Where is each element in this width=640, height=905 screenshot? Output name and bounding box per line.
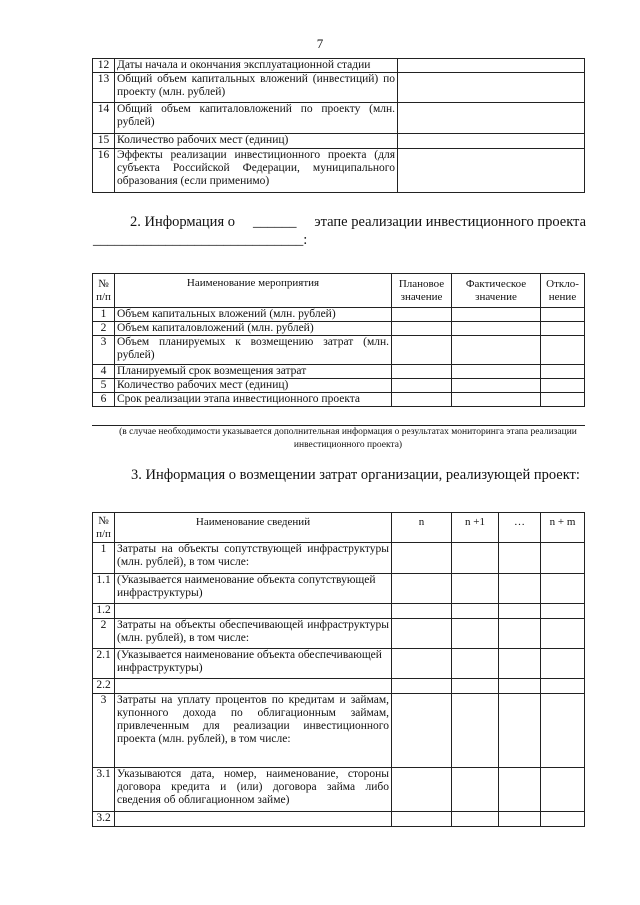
section-3-heading: 3. Информация о возмещении затрат организации, реализующей проект: bbox=[131, 467, 580, 483]
header-deviation: Откло-нение bbox=[541, 274, 585, 308]
table-row bbox=[93, 649, 585, 679]
fact-cell bbox=[452, 365, 541, 379]
heading-start: 2. Информация о bbox=[130, 214, 235, 230]
fact-cell bbox=[452, 322, 541, 336]
table-header-row bbox=[93, 274, 585, 308]
row-number: 1.1 bbox=[93, 574, 115, 604]
row-number: 2 bbox=[93, 322, 115, 336]
table-row bbox=[93, 768, 585, 812]
table-row bbox=[93, 365, 585, 379]
row-text: Объем планируемых к возмещению затрат (млн. рублей) bbox=[115, 336, 392, 365]
value-cell bbox=[398, 103, 585, 134]
row-number: 13 bbox=[93, 73, 115, 103]
deviation-cell bbox=[541, 393, 585, 407]
plan-cell bbox=[392, 393, 452, 407]
header-name: Наименование мероприятия bbox=[115, 274, 392, 308]
plan-cell bbox=[392, 308, 452, 322]
table-header-row bbox=[93, 513, 585, 543]
header-plan: Плановое значение bbox=[392, 274, 452, 308]
row-number: 14 bbox=[93, 103, 115, 134]
header-year-n-plus-m: n + m bbox=[541, 513, 585, 543]
row-text: Общий объем капитальных вложений (инвестиций) по проекту (млн. рублей) bbox=[115, 73, 398, 103]
row-number: 3 bbox=[93, 694, 115, 768]
row-text bbox=[115, 604, 392, 619]
row-number: 15 bbox=[93, 134, 115, 149]
row-number: 3.1 bbox=[93, 768, 115, 812]
section-2-line2 bbox=[93, 231, 307, 249]
row-number: 1 bbox=[93, 543, 115, 574]
row-number: 3 bbox=[93, 336, 115, 365]
row-number: 2.1 bbox=[93, 649, 115, 679]
header-ellipsis: … bbox=[499, 513, 541, 543]
row-number: 2 bbox=[93, 619, 115, 649]
table-row bbox=[93, 149, 585, 193]
page-number: 7 bbox=[316, 36, 324, 51]
row-number: 1.2 bbox=[93, 604, 115, 619]
row-text: Общий объем капиталовложений по проекту (млн. рублей) bbox=[115, 103, 398, 134]
value-cell bbox=[398, 134, 585, 149]
heading-end: этапе реализации инвестиционного проекта bbox=[314, 214, 586, 230]
table-row bbox=[93, 543, 585, 574]
plan-cell bbox=[392, 322, 452, 336]
section-2-heading bbox=[130, 213, 586, 231]
row-number: 6 bbox=[93, 393, 115, 407]
monitoring-note: (в случае необходимости указывается дополнительная информация о результатах мониторинга этапа реализации инвестиционного проекта) bbox=[119, 427, 577, 450]
row-text: Планируемый срок возмещения затрат bbox=[115, 365, 392, 379]
row-number: 12 bbox=[93, 59, 115, 73]
fact-cell bbox=[452, 379, 541, 393]
header-fact: Фактическое значение bbox=[452, 274, 541, 308]
table-row bbox=[93, 574, 585, 604]
table-row bbox=[93, 322, 585, 336]
row-text: Указываются дата, номер, наименование, стороны договора кредита и (или) договора займа либо сведения об облигационном займе) bbox=[115, 768, 392, 812]
row-number: 3.2 bbox=[93, 812, 115, 827]
row-text: Срок реализации этапа инвестиционного проекта bbox=[115, 393, 392, 407]
deviation-cell bbox=[541, 365, 585, 379]
table-row bbox=[93, 619, 585, 649]
table-row bbox=[93, 694, 585, 768]
table-row bbox=[93, 336, 585, 365]
table-row bbox=[93, 73, 585, 103]
table-row bbox=[93, 308, 585, 322]
header-name: Наименование сведений bbox=[115, 513, 392, 543]
row-number: 2.2 bbox=[93, 679, 115, 694]
fact-cell bbox=[452, 308, 541, 322]
deviation-cell bbox=[541, 308, 585, 322]
value-cell bbox=[398, 73, 585, 103]
table-row bbox=[93, 134, 585, 149]
row-text: Затраты на уплату процентов по кредитам и займам, купонного дохода по облигационным займам, привлеченным для реализации инвестиционного проекта (млн. рублей), в том числе: bbox=[115, 694, 392, 768]
table-row bbox=[93, 393, 585, 407]
header-num: № п/п bbox=[93, 274, 115, 308]
row-text: (Указывается наименование объекта сопутствующей инфраструктуры) bbox=[115, 574, 392, 604]
deviation-cell bbox=[541, 322, 585, 336]
deviation-cell bbox=[541, 379, 585, 393]
row-text: Количество рабочих мест (единиц) bbox=[115, 134, 398, 149]
fact-cell bbox=[452, 336, 541, 365]
row-text: (Указывается наименование объекта обеспечивающей инфраструктуры) bbox=[115, 649, 392, 679]
plan-cell bbox=[392, 336, 452, 365]
project-name-blank: _____________________________ bbox=[93, 232, 304, 248]
table-row bbox=[93, 379, 585, 393]
heading-colon: : bbox=[303, 232, 308, 248]
table-row bbox=[93, 103, 585, 134]
table-row bbox=[93, 604, 585, 619]
row-text: Количество рабочих мест (единиц) bbox=[115, 379, 392, 393]
row-number: 5 bbox=[93, 379, 115, 393]
deviation-cell bbox=[541, 336, 585, 365]
continuation-table bbox=[92, 58, 585, 193]
row-number: 4 bbox=[93, 365, 115, 379]
header-year-n-plus-1: n +1 bbox=[452, 513, 499, 543]
table-row bbox=[93, 59, 585, 73]
header-num: № п/п bbox=[93, 513, 115, 543]
table-row bbox=[93, 812, 585, 827]
row-text: Даты начала и окончания эксплуатационной стадии bbox=[115, 59, 398, 73]
plan-cell bbox=[392, 379, 452, 393]
row-text: Затраты на объекты обеспечивающей инфраструктуры (млн. рублей), в том числе: bbox=[115, 619, 392, 649]
plan-cell bbox=[392, 365, 452, 379]
row-text bbox=[115, 679, 392, 694]
header-year-n: n bbox=[392, 513, 452, 543]
stage-table bbox=[92, 273, 585, 407]
row-text: Эффекты реализации инвестиционного проекта (для субъекта Российской Федерации, муниципального образования (если применимо) bbox=[115, 149, 398, 193]
row-number: 16 bbox=[93, 149, 115, 193]
row-text: Затраты на объекты сопутствующей инфраструктуры (млн. рублей), в том числе: bbox=[115, 543, 392, 574]
row-number: 1 bbox=[93, 308, 115, 322]
row-text: Объем капиталовложений (млн. рублей) bbox=[115, 322, 392, 336]
value-cell bbox=[398, 149, 585, 193]
value-cell bbox=[398, 59, 585, 73]
stage-blank: ______ bbox=[252, 214, 297, 230]
row-text bbox=[115, 812, 392, 827]
row-text: Объем капитальных вложений (млн. рублей) bbox=[115, 308, 392, 322]
fact-cell bbox=[452, 393, 541, 407]
cost-recovery-table bbox=[92, 512, 585, 827]
table-row bbox=[93, 679, 585, 694]
